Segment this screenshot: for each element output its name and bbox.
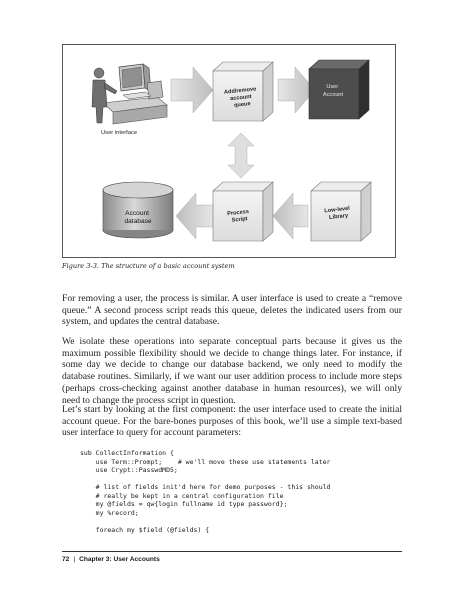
queue-label-line3: queue: [233, 101, 251, 109]
queue-label-line1: Add/remove: [223, 86, 257, 96]
user-account-label-line2: Account: [322, 92, 344, 98]
svg-text:Account database: [124, 210, 151, 225]
account-database-label-line1: Account: [125, 210, 149, 217]
process-script-label-line2: Script: [231, 216, 248, 224]
page-number: 72: [62, 556, 70, 563]
paragraph-isolate-operations: We isolate these operations into separate conceptual parts because it gives us the maximum possible flexibility should we decide to change things later. For instance, if some day we decide to change our database backend, we only need to modify the database routines. Similarly, if we want our user addition process to include more steps (perhaps cross-checking against another database in human resources), we will only need to change the process script in question.: [62, 336, 402, 406]
account-system-diagram: [63, 45, 397, 259]
queue-label-line2: account: [229, 93, 252, 103]
user-account-label-line1: User: [326, 84, 339, 90]
perl-code-listing: sub CollectInformation { use Term::Prompt; # we'll move these use statements later use Crypt::PasswdMD5; # list of fields init'd here for demo purposes - this should # really be kept in a central configuration file my @fields = qw{login fullname id type password}; my %record; foreach my $field (@fields) {: [80, 449, 331, 534]
arrow-to-database: [176, 193, 213, 239]
page-footer: [62, 556, 160, 563]
footer-rule: [62, 551, 402, 552]
arrow-to-queue: [171, 67, 213, 113]
figure-caption: Figure 3-3. The structure of a basic account system: [62, 262, 235, 270]
arrow-to-process-script: [273, 193, 308, 239]
process-script-label-line1: Process: [226, 208, 250, 218]
library-label-line1: Low-level: [324, 205, 351, 215]
account-database-label-line2: database: [124, 218, 152, 225]
library-label-line2: Library: [328, 212, 349, 221]
vertical-double-arrow: [228, 133, 254, 178]
paragraph-remove-user: For removing a user, the process is similar. A user interface is used to create a “remove queue.” A second process script reads this queue, deletes the indicated users from our system, and updates the central database.: [62, 293, 402, 328]
figure-frame: [62, 44, 396, 258]
user-at-computer-icon: [92, 64, 167, 124]
paragraph-first-component: Let’s start by looking at the first component: the user interface used to create the initial account queue. For the bare-bones purposes of this book, we’ll use a simple text-based user interface to query for account parameters:: [62, 404, 402, 439]
user-interface-label: User interface: [101, 130, 138, 136]
chapter-title: Chapter 3: User Accounts: [79, 556, 160, 563]
footer-separator: |: [73, 556, 76, 563]
